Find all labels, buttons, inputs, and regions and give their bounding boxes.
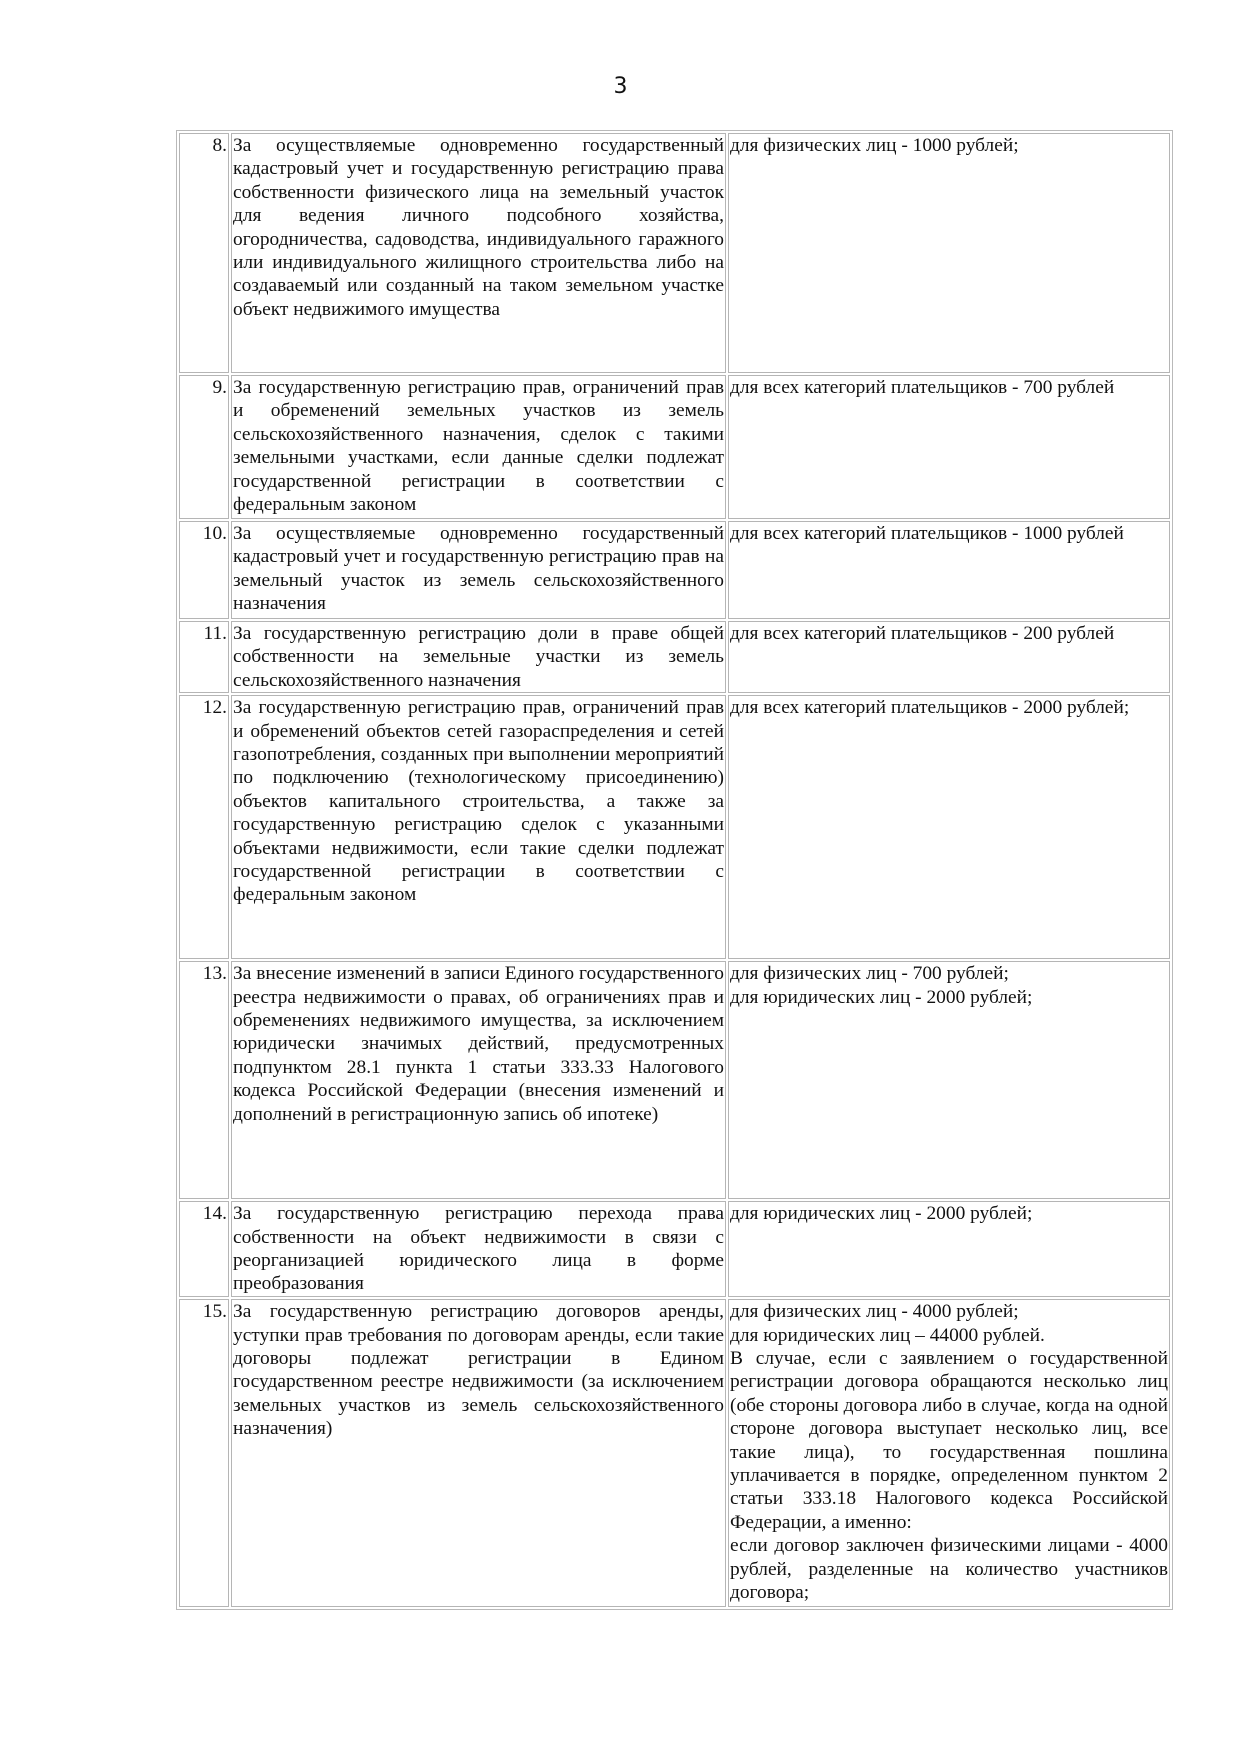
fee-line: для юридических лиц - 2000 рублей; (730, 1203, 1033, 1225)
row-description (231, 695, 726, 959)
table-row (179, 1201, 1170, 1297)
fee-line: для всех категорий плательщиков - 2000 рублей; (730, 697, 1130, 719)
table-row (179, 695, 1170, 959)
table-row (179, 133, 1170, 373)
row-fee (728, 695, 1170, 959)
description-text: За государственную регистрацию прав, ограничений прав и обременений земельных участков из земель сельскохозяйственного назначения, сделок с такими земельными участками, если данные сделки подлежат государственной регистрации в соответствии с федеральным законом (233, 377, 724, 516)
table-row (179, 375, 1170, 519)
row-description (231, 1299, 726, 1607)
fee-line: для всех категорий плательщиков - 200 рублей (730, 623, 1115, 644)
description-text: За осуществляемые одновременно государственный кадастровый учет и государственную регистрацию прав на земельный участок из земель сельскохозяйственного назначения (233, 523, 724, 615)
row-description (231, 375, 726, 519)
description-text: За государственную регистрацию доли в праве общей собственности на земельные участки из земель сельскохозяйственного назначения (233, 623, 724, 691)
fee-line: для физических лиц - 4000 рублей; (730, 1301, 1019, 1323)
row-fee (728, 521, 1170, 619)
description-text: За осуществляемые одновременно государственный кадастровый учет и государственную регистрацию права собственности физического лица на земельный участок для ведения личного подсобного хозяйства, огородничества, садоводства, индивидуального гаражного или индивидуального жилищного строительства либо на создаваемый или созданный на таком земельном участке объект недвижимого имущества (233, 135, 724, 320)
row-fee (728, 1201, 1170, 1297)
row-number: 9. (179, 375, 229, 519)
row-description (231, 961, 726, 1199)
row-description (231, 133, 726, 373)
row-fee (728, 621, 1170, 693)
page-number: 3 (613, 74, 628, 99)
fee-line: если договор заключен физическими лицами - 4000 рублей, разделенные на количество участников договора; (730, 1535, 1168, 1604)
fee-table (176, 130, 1173, 1610)
description-text: За государственную регистрацию перехода права собственности на объект недвижимости в связи с реорганизацией юридического лица в форме преобразования (233, 1203, 724, 1295)
fee-line: для юридических лиц – 44000 рублей. (730, 1324, 1045, 1346)
row-fee (728, 375, 1170, 519)
fee-line: для всех категорий плательщиков - 700 рублей (730, 377, 1115, 398)
row-number: 15. (179, 1299, 229, 1607)
table-row (179, 621, 1170, 693)
row-number: 12. (179, 695, 229, 959)
row-number: 14. (179, 1201, 229, 1297)
table-row (179, 521, 1170, 619)
fee-line: для физических лиц - 700 рублей; (730, 963, 1009, 985)
fee-line: для физических лиц - 1000 рублей; (730, 135, 1019, 156)
row-description (231, 1201, 726, 1297)
table-row (179, 1299, 1170, 1607)
row-number: 8. (179, 133, 229, 373)
fee-line: для всех категорий плательщиков - 1000 рублей (730, 523, 1124, 544)
row-fee (728, 1299, 1170, 1607)
description-text: За государственную регистрацию прав, ограничений прав и обременений объектов сетей газораспределения и сетей газопотребления, созданных при выполнении мероприятий по подключению (технологическому присоединению) объектов капитального строительства, а также за государственную регистрацию сделок с указанными объектами недвижимости, если такие сделки подлежат государственной регистрации в соответствии с федеральным законом (233, 697, 724, 906)
fee-line: для юридических лиц - 2000 рублей; (730, 986, 1033, 1008)
row-description (231, 521, 726, 619)
fee-line: В случае, если с заявлением о государственной регистрации договора обращаются несколько лиц (обе стороны договора либо в случае, когда на одной стороне договора выступает несколько лиц, все такие лица), то государственная пошлина уплачивается в порядке, определенном пунктом 2 статьи 333.18 Налогового кодекса Российской Федерации, а именно: (730, 1348, 1168, 1533)
row-fee (728, 961, 1170, 1199)
row-number: 13. (179, 961, 229, 1199)
row-description (231, 621, 726, 693)
row-fee (728, 133, 1170, 373)
description-text: За государственную регистрацию договоров аренды, уступки прав требования по договорам аренды, если такие договоры подлежат регистрации в Едином государственном реестре недвижимости (за исключением земельных участков из земель сельскохозяйственного назначения) (233, 1301, 724, 1440)
description-text: За внесение изменений в записи Единого государственного реестра недвижимости о правах, об ограничениях прав и обременениях недвижимого имущества, за исключением юридически значимых действий, предусмотренных подпунктом 28.1 пункта 1 статьи 333.33 Налогового кодекса Российской Федерации (внесения изменений и дополнений в регистрационную запись об ипотеке) (233, 963, 724, 1125)
table-row (179, 961, 1170, 1199)
row-number: 11. (179, 621, 229, 693)
row-number: 10. (179, 521, 229, 619)
